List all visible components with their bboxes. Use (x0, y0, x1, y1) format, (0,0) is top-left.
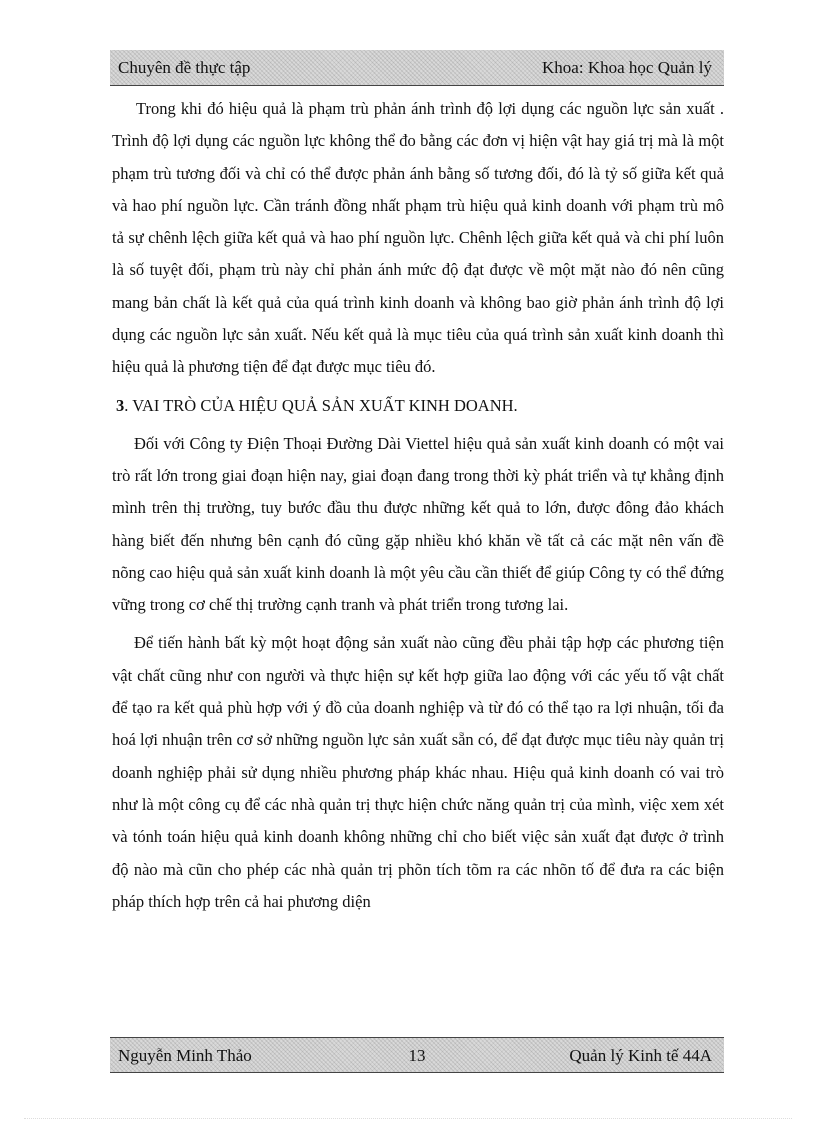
header-faculty: Khoa: Khoa học Quản lý (542, 58, 712, 77)
section-number: 3 (116, 395, 125, 415)
page-edge-divider (24, 1118, 792, 1119)
footer-author: Nguyễn Minh Thảo (118, 1046, 252, 1065)
footer-class: Quản lý Kinh tế 44A (569, 1046, 712, 1065)
page-body (112, 93, 724, 924)
paragraph-role-management: Để tiến hành bất kỳ một hoạt động sản xuất nào cũng đều phải tập hợp các phương tiện vật chất cũng như con người và thực hiện sự kết hợp giữa lao động với các yếu tố vật chất để tạo ra kết quả phù hợp với ý đồ của doanh nghiệp và từ đó có thể tạo ra lợi nhuận, tối đa hoá lợi nhuận trên cơ sở những nguồn lực sản xuất sẵn có, để đạt được mục tiêu này quản trị doanh nghiệp phải sử dụng nhiều phương pháp khác nhau. Hiệu quả kinh doanh có vai trò như là một công cụ để các nhà quản trị thực hiện chức năng quản trị của mình, việc xem xét và tónh toán hiệu quả kinh doanh không những chỉ cho biết việc sản xuất đạt được ở trình độ nào mà cũn cho phép các nhà quản trị phõn tích tõm ra các nhõn tố để đưa ra các biện pháp thích hợp trên cả hai phương diện (112, 633, 724, 911)
page-footer (110, 1037, 724, 1073)
paragraph-role-viettel: Đối với Công ty Điện Thoại Đường Dài Viettel hiệu quả sản xuất kinh doanh có một vai trò rất lớn trong giai đoạn hiện nay, giai đoạn đang trong thời kỳ phát triển và tự khẳng định mình trên thị trường, tuy bước đầu thu được những kết quả to lớn, được đông đảo khách hàng biết đến nhưng bên cạnh đó cũng gặp nhiều khó khăn về tất cả các mặt nên vấn đề nõng cao hiệu quả sản xuất kinh doanh là một yêu cầu cần thiết để giúp Công ty có thể đứng vững trong cơ chế thị trường cạnh tranh và phát triển trong tương lai. (112, 433, 724, 615)
paragraph-efficiency-definition: Trong khi đó hiệu quả là phạm trù phản ánh trình độ lợi dụng các nguồn lực sản xuất . Trình độ lợi dụng các nguồn lực không thể đo bằng các đơn vị hiện vật hay giá trị mà là một phạm trù tương đối và chỉ có thể được phản ánh bằng số tương đối, đó là tỷ số giữa kết quả và hao phí nguồn lực. Cần tránh đồng nhất phạm trù hiệu quả kinh doanh với phạm trù mô tả sự chênh lệch giữa kết quả và hao phí nguồn lực. Chênh lệch giữa kết quả và chi phí luôn là số tuyệt đối, phạm trù này chỉ phản ánh mức độ đạt được về một mặt nào đó nên cũng mang bản chất là kết quả của quá trình kinh doanh và không bao giờ phản ánh trình độ lợi dụng các nguồn lực sản xuất. Nếu kết quả là mục tiêu của quá trình sản xuất kinh doanh thì hiệu quả là phương tiện để đạt được mục tiêu đó. (112, 99, 724, 377)
section-heading (112, 390, 724, 422)
section-title: . VAI TRÒ CỦA HIỆU QUẢ SẢN XUẤT KINH DOANH. (124, 395, 518, 415)
footer-page-number: 13 (408, 1046, 426, 1065)
header-course-title: Chuyên đề thực tập (118, 58, 251, 77)
page-header (110, 50, 724, 86)
